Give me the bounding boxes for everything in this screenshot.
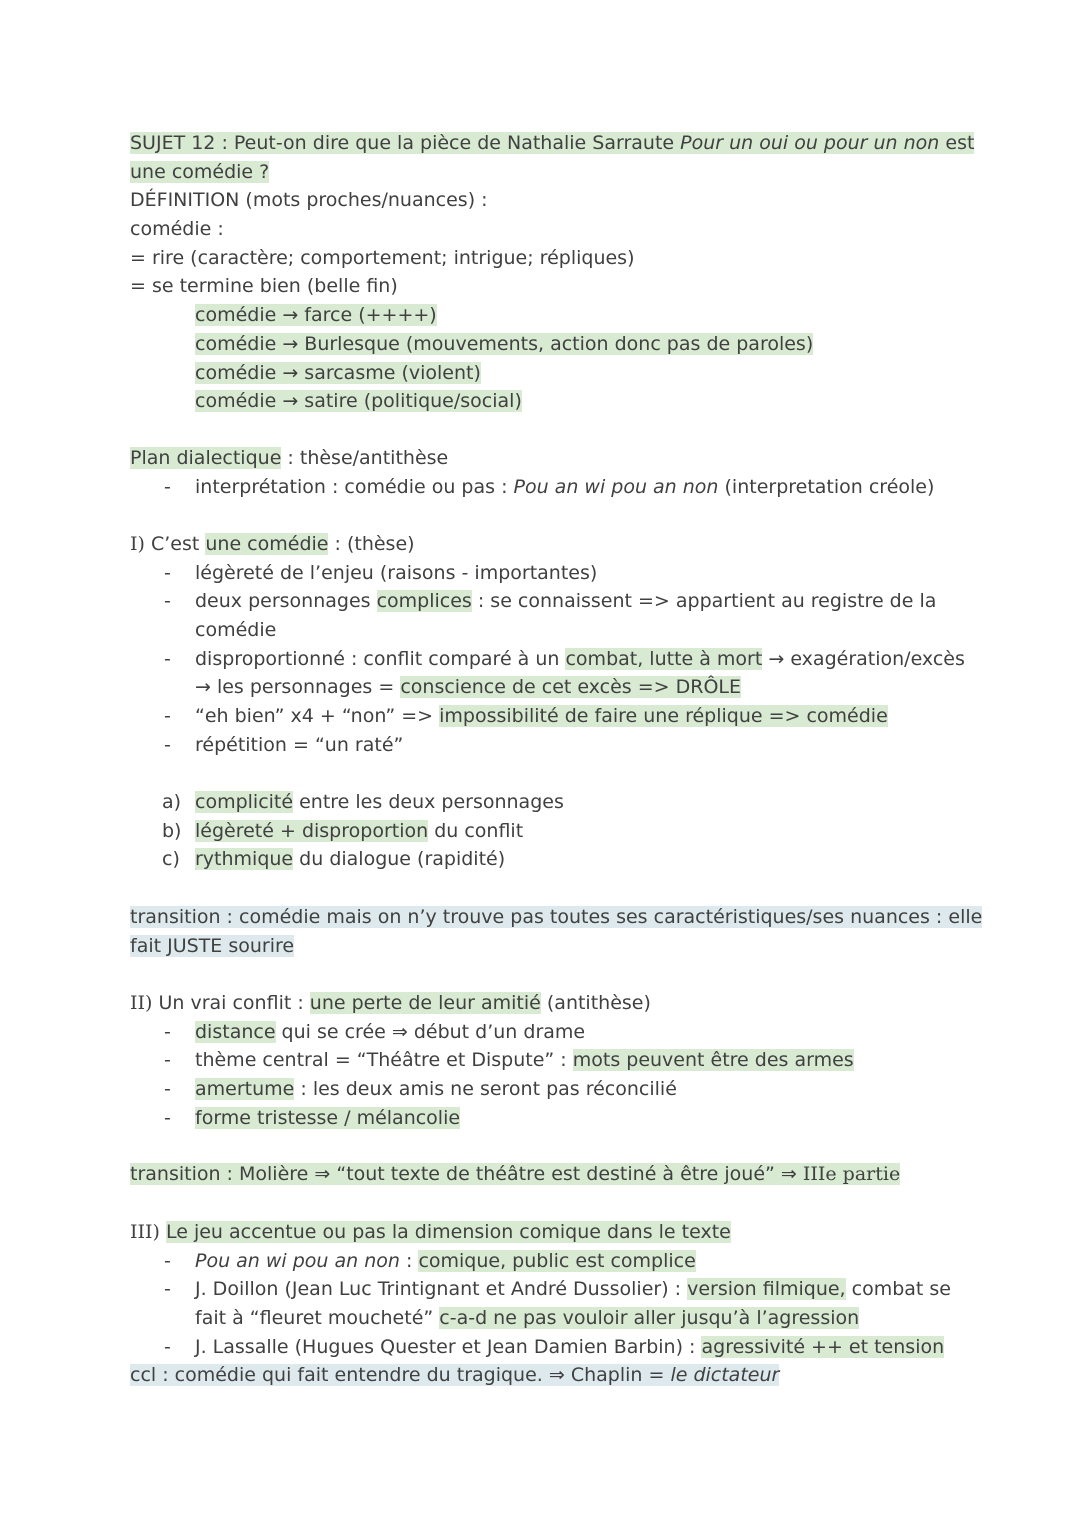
subpoint-label: b)	[162, 819, 182, 842]
transition-1-line-2	[130, 932, 950, 961]
bullet-highlight: mots peuvent être des armes	[572, 1049, 854, 1072]
part-1-text: C’est	[144, 533, 206, 555]
subpoint-label: c)	[162, 848, 180, 871]
definition-heading: DÉFINITION (mots proches/nuances) :	[130, 189, 488, 212]
bullet-text: fait à “fleuret moucheté”	[195, 1307, 440, 1330]
part-1-bullet	[130, 559, 950, 588]
bullet-text: : les deux amis ne seront pas réconcilié	[294, 1078, 677, 1101]
part-3-heading	[130, 1218, 950, 1247]
bullet-dash: -	[164, 590, 171, 613]
subpoint-text: du conflit	[428, 819, 524, 842]
part-1-bullet-continuation	[130, 673, 950, 702]
plan-bullet-rest: (interpretation créole)	[718, 475, 935, 498]
subpoint-item	[130, 817, 950, 846]
bullet-dash: -	[164, 475, 171, 498]
subpoint-item	[130, 845, 950, 874]
part-2-bullet	[130, 1104, 950, 1133]
part-3-highlight: Le jeu accentue ou pas la dimension comique dans le texte	[165, 1221, 731, 1243]
definition-term: comédie :	[130, 218, 224, 241]
conclusion-italic: le dictateur	[670, 1364, 780, 1387]
bullet-highlight: complices	[376, 590, 472, 613]
bullet-dash: -	[164, 1020, 171, 1043]
bullet-highlight: combat, lutte à mort	[565, 647, 763, 670]
bullet-dash: -	[164, 705, 171, 728]
bullet-dash: -	[164, 1049, 171, 1072]
part-1-bullet	[130, 587, 950, 616]
bullet-text: :	[399, 1249, 419, 1272]
subpoint-item	[130, 788, 950, 817]
part-3-bullet	[130, 1247, 950, 1276]
part-3-section	[130, 1218, 950, 1390]
subject-suffix: est	[939, 132, 975, 154]
bullet-text: → les personnages =	[195, 676, 401, 699]
part-2-bullet	[130, 1018, 950, 1047]
bullet-highlight: version filmique,	[687, 1278, 846, 1301]
definition-meaning: = rire (caractère; comportement; intrigue; répliques)	[130, 246, 635, 269]
subject-line-1	[130, 129, 975, 158]
bullet-dash: -	[164, 561, 171, 584]
part-2-bullet	[130, 1075, 950, 1104]
subpoint-highlight: complicité	[195, 791, 294, 813]
transition-part-ref: IIIe partie	[802, 1163, 901, 1185]
part-2-section	[130, 989, 950, 1132]
bullet-text: J. Doillon (Jean Luc Trintignant et André Dussolier) :	[195, 1278, 688, 1301]
subpoint-label: a)	[162, 791, 182, 813]
transition-2	[130, 1160, 950, 1189]
bullet-text: disproportionné : conflit comparé à un	[195, 647, 566, 670]
part-1-highlight: une comédie	[205, 533, 329, 555]
bullet-text: légèreté de l’enjeu (raisons - importantes)	[195, 561, 598, 584]
bullet-dash: -	[164, 733, 171, 756]
part-2-text: Un vrai conflit :	[152, 992, 310, 1014]
transition-text: transition : Molière ⇒ “tout texte de théâtre est destiné à être joué” ⇒	[130, 1163, 803, 1185]
bullet-highlight: impossibilité de faire une réplique => comédie	[439, 705, 888, 728]
bullet-highlight: agressivité ++ et tension	[701, 1335, 945, 1358]
bullet-text: thème central = “Théâtre et Dispute” :	[195, 1049, 573, 1072]
subject-line-2-text: une comédie ?	[130, 160, 270, 183]
nuance-item	[130, 330, 950, 359]
part-1-section	[130, 530, 965, 760]
nuance-item	[130, 301, 950, 330]
bullet-dash: -	[164, 1249, 171, 1272]
plan-bullet	[130, 473, 950, 502]
part-3-number: III)	[130, 1221, 160, 1243]
part-2-highlight: une perte de leur amitié	[309, 992, 541, 1014]
bullet-highlight: distance	[195, 1020, 276, 1043]
part-2-heading	[130, 989, 950, 1018]
bullet-italic: Pou an wi pou an non	[195, 1249, 400, 1272]
plan-section	[130, 444, 950, 501]
nuance-item	[130, 387, 950, 416]
subpoint-highlight: rythmique	[195, 848, 294, 871]
part-2-number: II)	[130, 992, 153, 1014]
bullet-text: qui se crée ⇒ début d’un drame	[275, 1020, 586, 1043]
bullet-dash: -	[164, 1106, 171, 1129]
part-1-number: I)	[130, 533, 145, 555]
plan-label: Plan dialectique	[130, 447, 282, 469]
bullet-text: répétition = “un raté”	[195, 733, 404, 756]
plan-bullet-italic: Pou an wi pou an non	[513, 475, 719, 498]
part-3-bullet-continuation	[130, 1304, 950, 1333]
work-title: Pour un oui ou pour un non	[680, 132, 940, 154]
part-1-subpoints	[130, 788, 950, 874]
bullet-dash: -	[164, 1278, 171, 1301]
bullet-dash: -	[164, 647, 171, 670]
bullet-highlight: conscience de cet excès => DRÔLE	[400, 676, 741, 699]
bullet-text: : se connaissent => appartient au registre de la	[471, 590, 937, 613]
part-1-bullet	[130, 731, 950, 760]
bullet-dash: -	[164, 1335, 171, 1358]
bullet-text: deux personnages	[195, 590, 377, 613]
nuance-text: comédie → satire (politique/social)	[195, 390, 522, 413]
part-1-bullet-continuation: comédie	[195, 619, 277, 642]
part-2-text-end: (antithèse)	[540, 992, 651, 1014]
part-1-bullet	[130, 645, 965, 674]
bullet-highlight: comique, public est complice	[418, 1249, 696, 1272]
bullet-text: combat se	[845, 1278, 951, 1301]
part-2-bullet	[130, 1046, 950, 1075]
transition-text: fait JUSTE sourire	[130, 934, 295, 957]
part-1-bullet	[130, 702, 950, 731]
nuance-text: comédie → Burlesque (mouvements, action donc pas de paroles)	[195, 332, 814, 355]
part-3-bullet	[130, 1275, 950, 1304]
plan-rest: : thèse/antithèse	[281, 447, 449, 469]
bullet-dash: -	[164, 1078, 171, 1101]
part-1-text-end: : (thèse)	[328, 533, 415, 555]
bullet-highlight: c-a-d ne pas vouloir aller jusqu’à l’agression	[439, 1307, 860, 1330]
bullet-text: “eh bien” x4 + “non” =>	[195, 705, 440, 728]
nuance-text: comédie → farce (++++)	[195, 304, 437, 327]
transition-1-line-1	[130, 903, 983, 932]
subject-prefix: SUJET 12 : Peut-on dire que la pièce de Nathalie Sarraute	[130, 132, 681, 154]
conclusion-text: ccl : comédie qui fait entendre du tragique. ⇒ Chaplin =	[130, 1364, 671, 1387]
part-3-bullet	[130, 1333, 950, 1362]
transition-1	[130, 903, 983, 960]
subject-line-2	[130, 158, 950, 187]
subpoint-text: entre les deux personnages	[293, 791, 564, 813]
bullet-text: → exagération/excès	[762, 647, 965, 670]
definition-meaning: = se termine bien (belle fin)	[130, 275, 398, 298]
bullet-text: J. Lassalle (Hugues Quester et Jean Damien Barbin) :	[195, 1335, 702, 1358]
transition-2-line	[130, 1160, 950, 1189]
subpoint-highlight: légèreté + disproportion	[195, 819, 429, 842]
nuance-text: comédie → sarcasme (violent)	[195, 361, 481, 384]
nuance-item	[130, 359, 950, 388]
transition-text: transition : comédie mais on n’y trouve pas toutes ses caractéristiques/ses nuances : elle	[130, 906, 983, 928]
plan-bullet-text: interprétation : comédie ou pas :	[195, 475, 514, 498]
part-1-heading	[130, 530, 950, 559]
subject-section	[130, 129, 975, 416]
plan-heading	[130, 444, 950, 473]
bullet-highlight: forme tristesse / mélancolie	[195, 1106, 461, 1129]
bullet-highlight: amertume	[195, 1078, 295, 1101]
conclusion-line	[130, 1361, 950, 1390]
subpoint-text: du dialogue (rapidité)	[293, 848, 506, 871]
